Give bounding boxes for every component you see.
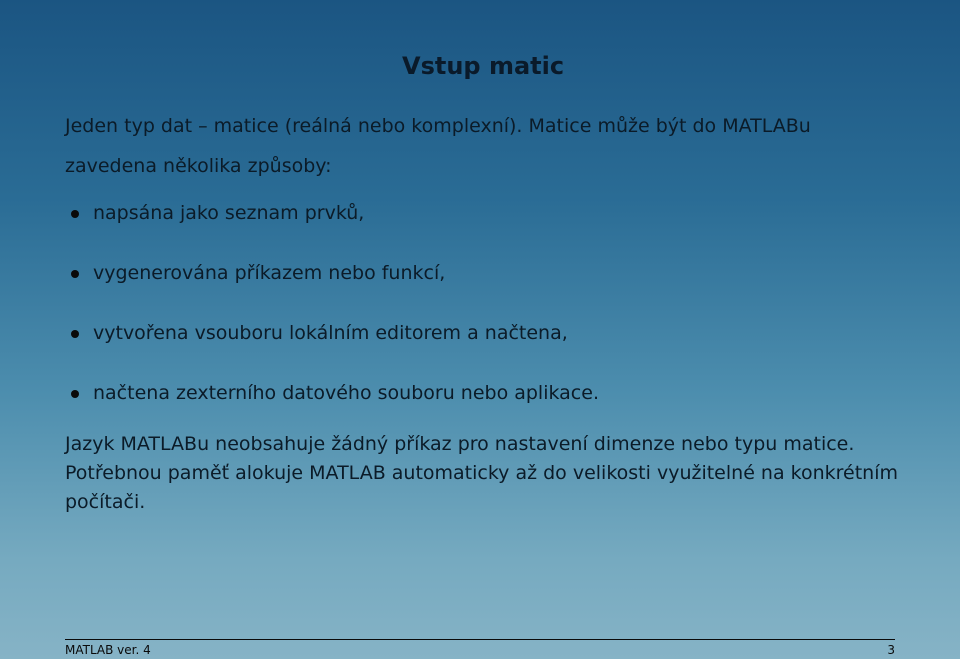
bullet-icon — [71, 210, 79, 218]
list-item-text: vygenerována příkazem nebo funkcí, — [93, 262, 446, 284]
page-number: 3 — [887, 643, 895, 657]
footer-label: MATLAB ver. 4 — [65, 643, 151, 657]
list-item-text: vytvořena vsouboru lokálním editorem a načtena, — [93, 322, 568, 344]
bullet-list — [65, 198, 599, 438]
list-item — [65, 318, 599, 378]
slide-title: Vstup matic — [402, 52, 565, 80]
list-item — [65, 378, 599, 438]
intro-paragraph: Jeden typ dat – matice (reálná nebo komplexní). Matice může být do MATLABu zavedena několika způsoby: — [65, 115, 811, 177]
closing-paragraph: Jazyk MATLABu neobsahuje žádný příkaz pro nastavení dimenze nebo typu matice. Potřebnou paměť alokuje MATLAB automaticky až do velikosti využitelné na konkrétním počítači. — [65, 433, 899, 513]
bullet-icon — [71, 390, 79, 398]
bullet-icon — [71, 330, 79, 338]
bullet-icon — [71, 270, 79, 278]
list-item — [65, 198, 599, 258]
footer-divider — [65, 639, 895, 640]
list-item-text: napsána jako seznam prvků, — [93, 202, 365, 224]
list-item-text: načtena zexterního datového souboru nebo aplikace. — [93, 382, 599, 404]
list-item — [65, 258, 599, 318]
